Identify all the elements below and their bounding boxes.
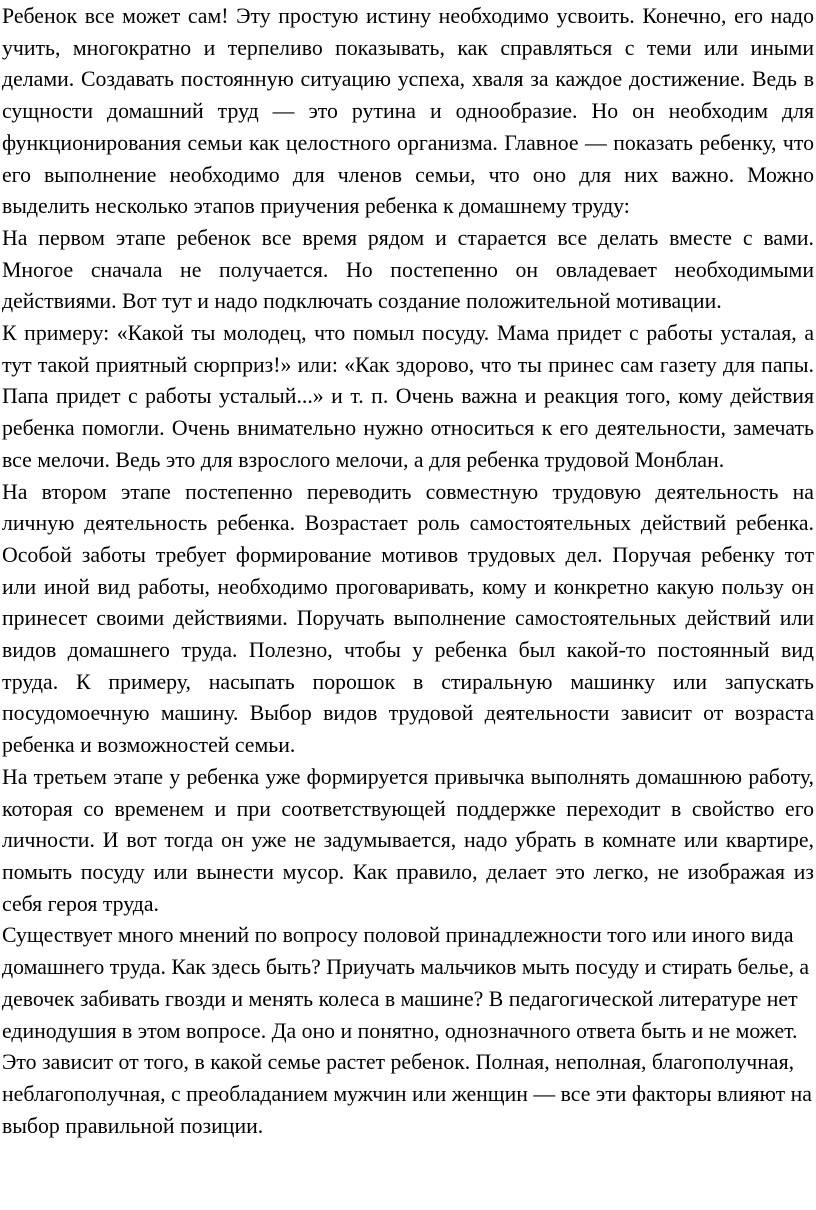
- paragraph-intro: Ребенок все может сам! Эту простую истину необходимо усвоить. Конечно, его надо учить, многократно и терпеливо показывать, как справляться с теми или иными делами. Создавать постоянную ситуацию успеха, хваля за каждое достижение. Ведь в сущности домашний труд — это рутина и однообразие. Но он необходим для функционирования семьи как целостного организма. Главное — показать ребенку, что его выполнение необходимо для членов семьи, что оно для них важно. Можно выделить несколько этапов приучения ребенка к домашнему труду:: [2, 4, 814, 219]
- paragraph-example: К примеру: «Какой ты молодец, что помыл посуду. Мама придет с работы усталая, а тут такой приятный сюрприз!» или: «Как здорово, что ты принес сам газету для папы. Папа придет с работы усталый...» и т. п. Очень важна и реакция того, кому действия ребенка помогли. Очень внимательно нужно относиться к его деятельности, замечать все мелочи. Ведь это для взрослого мелочи, а для ребенка трудовой Монблан.: [2, 321, 814, 472]
- paragraph-stage-one: На первом этапе ребенок все время рядом и старается все делать вместе с вами. Многое сначала не получается. Но постепенно он овладевает необходимыми действиями. Вот тут и надо подключать создание положительной мотивации.: [2, 225, 814, 314]
- paragraph-stage-two: На втором этапе постепенно переводить совместную трудовую деятельность на личную деятельность ребенка. Возрастает роль самостоятельных действий ребенка. Особой заботы требует формирование мотивов трудовых дел. Поручая ребенку тот или иной вид работы, необходимо проговаривать, кому и конкретно какую пользу он принесет своими действиями. Поручать выполнение самостоятельных действий или видов домашнего труда. Полезно, чтобы у ребенка был какой-то постоянный вид труда. К примеру, насыпать порошок в стиральную машинку или запускать посудомоечную машину. Выбор видов трудовой деятельности зависит от возраста ребенка и возможностей семьи.: [2, 479, 814, 758]
- paragraph-gender-roles: Существует много мнений по вопросу половой принадлежности того или иного вида домашнего труда. Как здесь быть? Приучать мальчиков мыть посуду и стирать белье, а девочек забивать гвозди и менять колеса в машине? В педагогической литературе нет единодушия в этом вопросе. Да оно и понятно, однозначного ответа быть и не может. Это зависит от того, в какой семье растет ребенок. Полная, неполная, благополучная, неблагополучная, с преобладанием мужчин или женщин — все эти факторы влияют на выбор правильной позиции.: [2, 923, 812, 1138]
- paragraph-stage-three: На третьем этапе у ребенка уже формируется привычка выполнять домашнюю работу, которая со временем и при соответствующей поддержке переходит в свойство его личности. И вот тогда он уже не задумывается, надо убрать в комнате или квартире, помыть посуду или вынести мусор. Как правило, делает это легко, не изображая из себя героя труда.: [2, 764, 814, 916]
